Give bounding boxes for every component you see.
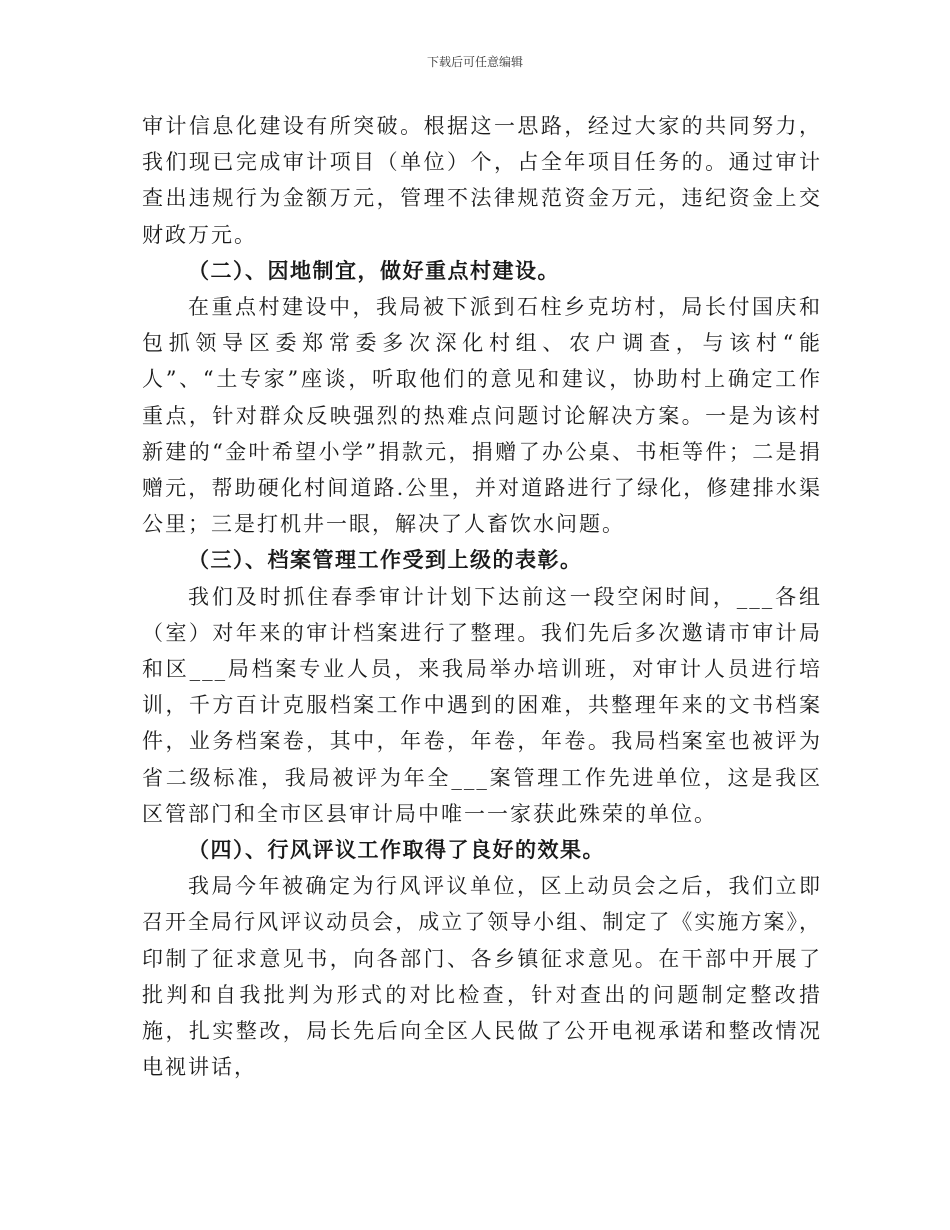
page-header: 下载后可任意编辑 bbox=[426, 55, 523, 69]
document-body bbox=[142, 108, 822, 1085]
section-heading-2: （二）、因地制宜，做好重点村建设。 bbox=[188, 257, 560, 283]
paragraph-archive-management: 我们及时抓住春季审计计划下达前这一段空闲时间，___各组（室）对年来的审计档案进行了整理。我们先后多次邀请市审计局和区___局档案专业人员，来我局举办培训班，对审计人员进行培训，千方百计克服档案工作中遇到的困难，共整理年来的文书档案件，业务档案卷，其中，年卷，年卷，年卷。我局档案室也被评为省二级标准，我局被评为年全___案管理工作先进单位，这是我区区管部门和全市区县审计局中唯一一家获此殊荣的单位。 bbox=[142, 584, 822, 826]
paragraph-key-village: 在重点村建设中，我局被下派到石柱乡克坊村，局长付国庆和包抓领导区委郑常委多次深化村组、农户调查，与该村“能人”、“土专家”座谈，听取他们的意见和建议，协助村上确定工作重点，针对群众反映强烈的热难点问题讨论解决方案。一是为该村新建的“金叶希望小学”捐款元，捐赠了办公桌、书柜等件；二是捐赠元，帮助硬化村间道路.公里，并对道路进行了绿化，修建排水渠公里；三是打机井一眼，解决了人畜饮水问题。 bbox=[142, 295, 822, 537]
section-heading-4: （四）、行风评议工作取得了良好的效果。 bbox=[188, 837, 605, 863]
section-heading-3: （三）、档案管理工作受到上级的表彰。 bbox=[188, 547, 583, 573]
paragraph-industry-evaluation: 我局今年被确定为行风评议单位，区上动员会之后，我们立即召开全局行风评议动员会，成立了领导小组、制定了《实施方案》，印制了征求意见书，向各部门、各乡镇征求意见。在干部中开展了批判和自我批判为形式的对比检查，针对查出的问题制定整改措施，扎实整改，局长先后向全区人民做了公开电视承诺和整改情况电视讲话， bbox=[142, 874, 822, 1080]
paragraph-audit-informatization: 审计信息化建设有所突破。根据这一思路，经过大家的共同努力，我们现已完成审计项目（单位）个，占全年项目任务的。通过审计查出违规行为金额万元，管理不法律规范资金万元，违纪资金上交财政万元。 bbox=[142, 114, 822, 247]
